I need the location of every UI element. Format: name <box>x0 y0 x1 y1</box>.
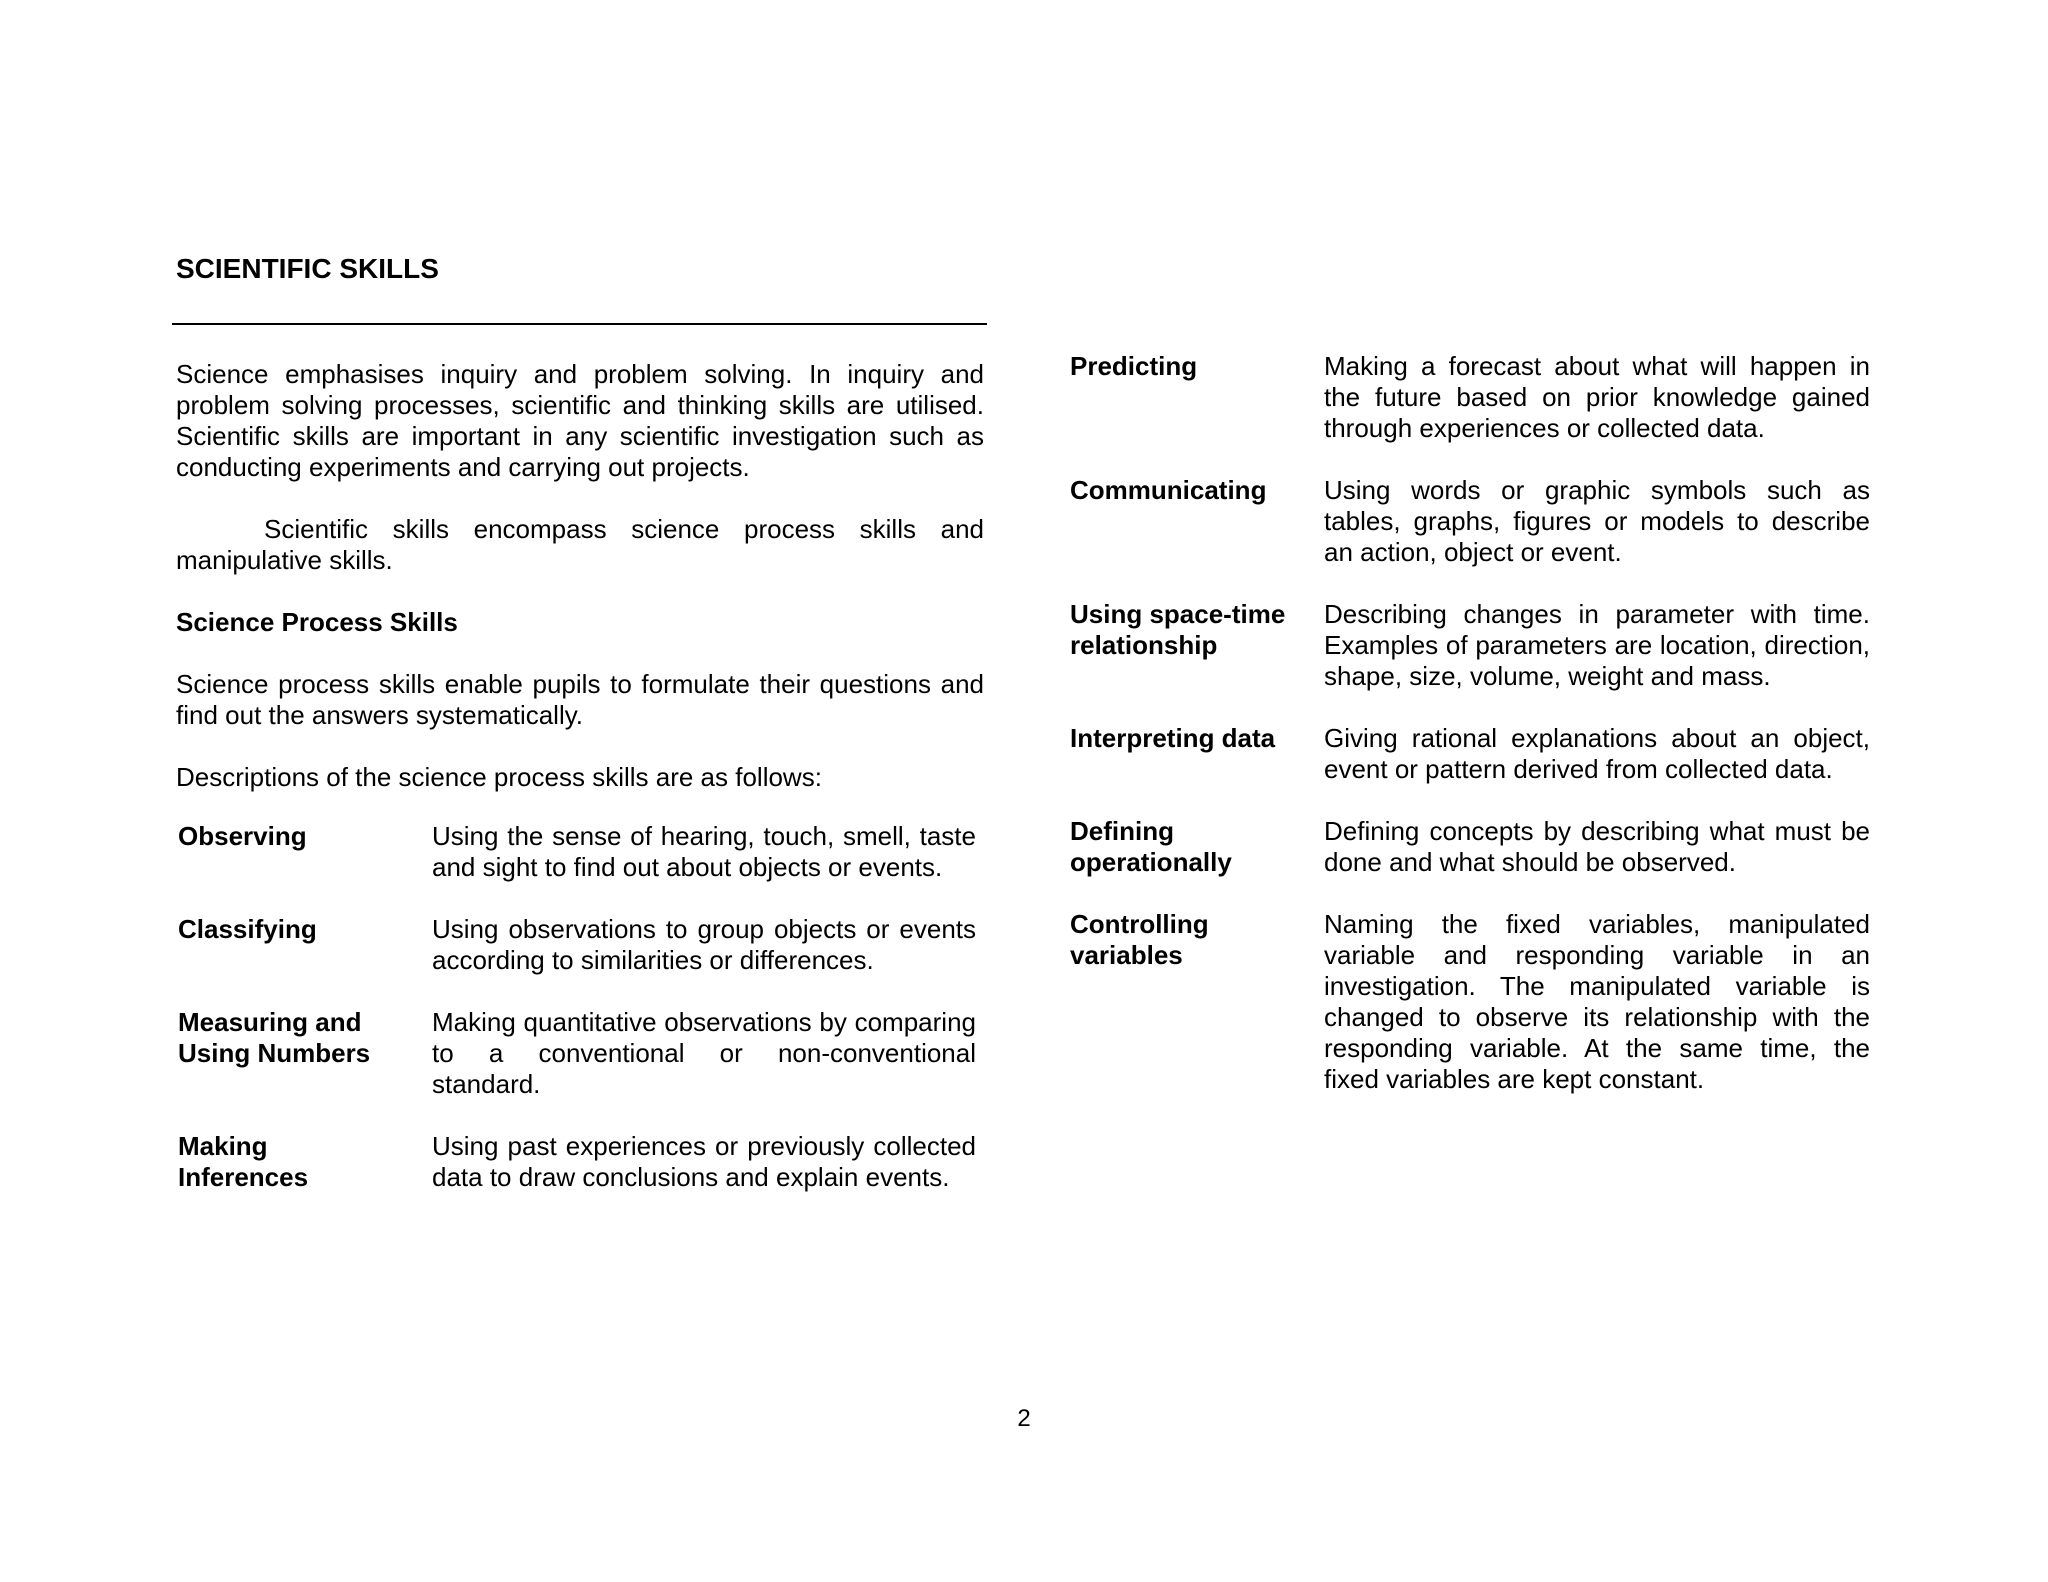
section-paragraph: Science process skills enable pupils to formulate their questions and find out the answers systematically. <box>176 669 984 730</box>
skill-row-predicting <box>1070 351 1870 444</box>
skill-row-controlling <box>1070 909 1870 1095</box>
skill-description: Using observations to group objects or events according to similarities or differences. <box>432 914 976 975</box>
skill-list-right <box>1070 351 1870 1126</box>
skill-description: Making a forecast about what will happen in the future based on prior knowledge gained through experiences or collected data. <box>1324 351 1870 443</box>
page-number: 2 <box>1017 1405 1031 1432</box>
skill-term: Defining operationally <box>1070 816 1232 877</box>
skill-row-communicating <box>1070 475 1870 568</box>
skill-description: Using the sense of hearing, touch, smell, taste and sight to find out about objects or events. <box>432 821 976 882</box>
skill-term: Controlling variables <box>1070 909 1209 970</box>
skill-term: Measuring and Using Numbers <box>178 1007 371 1068</box>
skill-term: Using space-time relationship <box>1070 599 1286 660</box>
intro-column <box>176 359 984 824</box>
skill-description: Making quantitative observations by comparing to a conventional or non-conventional standard. <box>432 1007 976 1099</box>
skill-description: Naming the fixed variables, manipulated variable and responding variable in an investigation. The manipulated variable is changed to observe its relationship with the responding variable. At the same time, the fixed variables are kept constant. <box>1324 909 1870 1094</box>
skill-row-inferences <box>178 1131 976 1193</box>
skill-row-observing <box>178 821 976 883</box>
skill-description: Using words or graphic symbols such as tables, graphs, figures or models to describe an action, object or event. <box>1324 475 1870 567</box>
skill-term: Making Inferences <box>178 1131 309 1192</box>
skill-term: Observing <box>178 821 307 851</box>
skill-term: Classifying <box>178 914 317 944</box>
skill-term: Communicating <box>1070 475 1267 505</box>
skill-term: Interpreting data <box>1070 723 1276 753</box>
section-paragraph: Descriptions of the science process skills are as follows: <box>176 762 822 792</box>
skill-row-classifying <box>178 914 976 976</box>
skill-row-space-time <box>1070 599 1870 692</box>
skill-row-interpreting <box>1070 723 1870 785</box>
skill-description: Describing changes in parameter with time. Examples of parameters are location, direction, shape, size, volume, weight and mass. <box>1324 599 1870 691</box>
page-title: SCIENTIFIC SKILLS <box>176 253 439 284</box>
intro-paragraph: Science emphasises inquiry and problem solving. In inquiry and problem solving processes, scientific and thinking skills are utilised. Scientific skills are important in any scientific investigation such as conducting experiments and carrying out projects. <box>176 359 984 482</box>
skill-description: Using past experiences or previously collected data to draw conclusions and explain events. <box>432 1131 976 1192</box>
section-heading: Science Process Skills <box>176 607 458 637</box>
intro-paragraph: Scientific skills encompass science process skills and manipulative skills. <box>176 514 984 575</box>
skill-list-left <box>178 821 976 1224</box>
skill-description: Defining concepts by describing what must be done and what should be observed. <box>1324 816 1870 877</box>
skill-row-defining <box>1070 816 1870 878</box>
skill-row-measuring <box>178 1007 976 1100</box>
skill-description: Giving rational explanations about an object, event or pattern derived from collected data. <box>1324 723 1870 784</box>
skill-term: Predicting <box>1070 351 1198 381</box>
title-divider <box>172 323 987 325</box>
